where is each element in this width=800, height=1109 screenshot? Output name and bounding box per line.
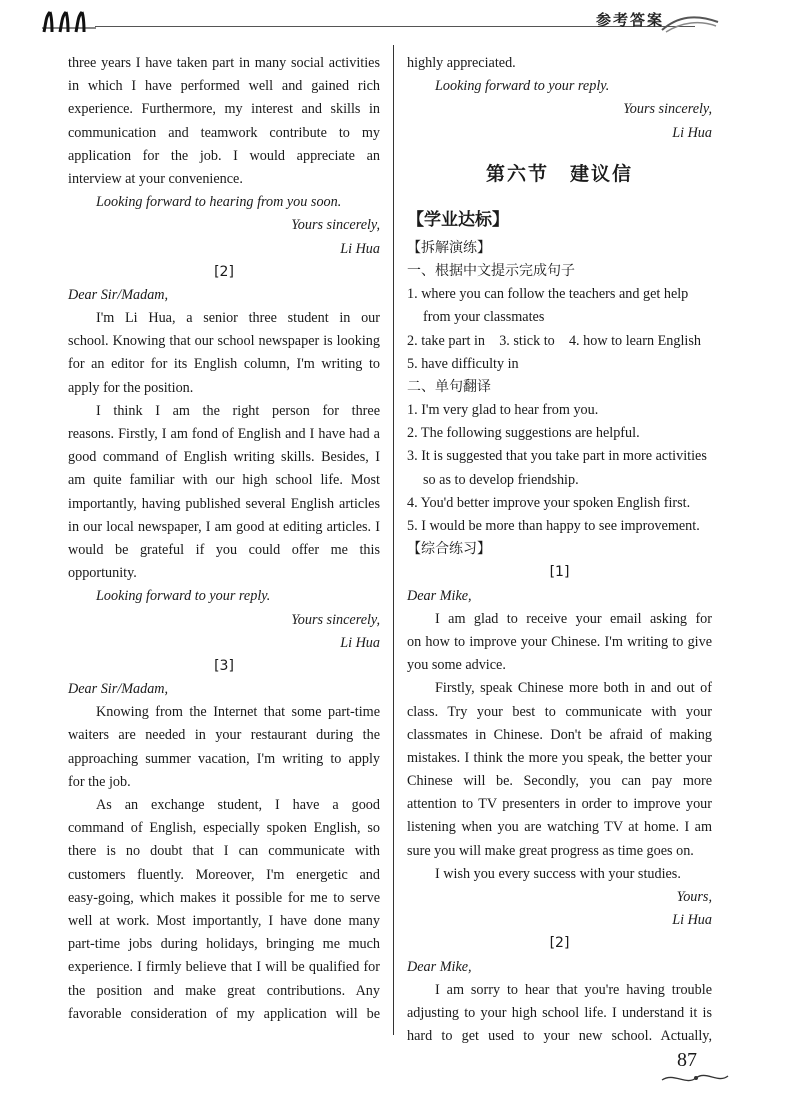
- answer-line: 4. You'd better improve your spoken English first.: [407, 494, 691, 511]
- greeting: Dear Mike,: [407, 587, 472, 604]
- text-line: hard to get used to your new school. Actually,: [407, 1028, 712, 1045]
- text-line: I think I am the right person for three: [96, 402, 380, 419]
- part-heading: 二、单句翻译: [407, 378, 491, 395]
- closing-line: Looking forward to your reply.: [96, 588, 271, 605]
- text-line: As an exchange student, I have a good: [96, 797, 380, 813]
- text-line: I'm Li Hua, a senior three student in our: [96, 310, 380, 327]
- subsection-heading: 【拆解演练】: [407, 239, 491, 256]
- page-number: 87: [677, 1049, 697, 1071]
- text-line: highly appreciated.: [407, 55, 516, 71]
- page-ornament-icon: [660, 1070, 730, 1088]
- column-divider: [393, 45, 394, 1035]
- text-line: communication and teamwork contribute to my: [68, 124, 380, 141]
- answer-line: 1. I'm very glad to hear from you.: [407, 402, 599, 419]
- text-line: part-time jobs during holidays, bringing me much: [68, 936, 380, 953]
- greeting: Dear Sir/Madam,: [68, 681, 169, 698]
- text-line: apply for the position.: [68, 379, 194, 396]
- answer-line: 5. I would be more than happy to see improvement.: [407, 518, 700, 534]
- text-line: opportunity.: [68, 565, 137, 582]
- item-number: [2]: [214, 263, 234, 280]
- subsection-heading: 【综合练习】: [407, 541, 491, 558]
- text-line: interview at your convenience.: [68, 170, 243, 187]
- answer-line: 3. It is suggested that you take part in more activities: [407, 448, 707, 465]
- text-line: on how to improve your Chinese. I'm writing to give: [407, 633, 712, 650]
- text-line: waiters are needed in your restaurant during the: [68, 727, 380, 744]
- text-line: am quite familiar with our high school life. Most: [68, 472, 380, 489]
- answer-line: 2. take part in 3. stick to 4. how to learn English: [407, 332, 701, 349]
- text-line: there is no doubt that I can communicate with: [68, 843, 380, 860]
- header-swoosh-icon: [660, 12, 720, 34]
- answer-line: 2. The following suggestions are helpful.: [407, 425, 640, 442]
- left-column: [68, 52, 380, 1026]
- signature-name: Li Hua: [672, 124, 712, 141]
- text-line: application for the job. I would appreciate an: [68, 147, 380, 164]
- text-line: I wish you every success with your studies.: [435, 865, 681, 882]
- answer-line: from your classmates: [423, 309, 545, 326]
- text-line: in which I have performed well and gained rich: [68, 78, 380, 95]
- part-heading: 一、根据中文提示完成句子: [407, 262, 575, 279]
- text-line: would be grateful if you could offer me this: [68, 541, 380, 558]
- text-line: school. Knowing that our school newspaper is looking: [68, 333, 380, 350]
- item-number: [3]: [214, 657, 234, 674]
- answer-line: so as to develop friendship.: [423, 471, 579, 488]
- greeting: Dear Mike,: [407, 958, 472, 975]
- text-line: reasons. Firstly, I am fond of English and I have had a: [68, 426, 380, 442]
- text-line: mistakes. I think the more you speak, the better your: [407, 749, 712, 766]
- text-line: classmates in Chinese. Don't be afraid of making: [407, 726, 712, 743]
- text-line: attention to TV presenters in order to improve your: [407, 796, 712, 813]
- right-column: [407, 52, 712, 1048]
- text-line: for an editor for its English column, I'm writing to: [68, 356, 380, 373]
- section-title: 第六节 建议信: [485, 162, 633, 185]
- text-line: sure you will make great progress as time goes on.: [407, 842, 694, 859]
- text-line: I am sorry to hear that you're having trouble: [435, 981, 712, 998]
- section-heading: 【学业达标】: [407, 209, 509, 230]
- text-line: approaching summer vacation, I'm writing to apply: [68, 750, 380, 767]
- signature-name: Li Hua: [340, 634, 380, 651]
- text-line: Knowing from the Internet that some part-time: [96, 704, 380, 721]
- text-line: favorable consideration of my application will be: [68, 1005, 380, 1022]
- text-line: Firstly, speak Chinese more both in and out of: [435, 680, 712, 697]
- signature-line: Yours sincerely,: [291, 611, 380, 628]
- text-line: class. Try your best to communicate with your: [407, 703, 712, 720]
- text-line: importantly, having published several English articles: [68, 495, 380, 512]
- text-line: I am glad to receive your email asking for: [435, 610, 712, 627]
- text-line: Chinese will be. Secondly, you can pay more: [407, 773, 712, 790]
- text-line: listening when you are watching TV at home. I am: [407, 819, 712, 836]
- text-line: for the job.: [68, 773, 131, 790]
- item-number: [1]: [549, 564, 570, 581]
- text-line: experience. I firmly believe that I will be qualified for: [68, 959, 380, 976]
- text-line: you some advice.: [407, 657, 506, 674]
- closing-line: Looking forward to your reply.: [435, 78, 610, 95]
- item-number: [2]: [549, 935, 570, 952]
- text-line: customers fluently. Moreover, I'm energetic and: [68, 866, 380, 883]
- text-line: command of English, especially spoken English, so: [68, 820, 380, 837]
- text-line: the position and make great contributions. Any: [68, 982, 380, 999]
- signature-line: Yours,: [676, 889, 712, 905]
- answer-line: 5. have difficulty in: [407, 355, 519, 372]
- closing-line: Looking forward to hearing from you soon.: [96, 194, 342, 211]
- text-line: experience. Furthermore, my interest and skills in: [68, 101, 380, 118]
- text-line: easy-going, which makes it possible for me to serve: [68, 889, 380, 906]
- signature-line: Yours sincerely,: [291, 217, 380, 234]
- signature-line: Yours sincerely,: [623, 101, 712, 118]
- text-line: well at work. Most importantly, I have done many: [68, 912, 380, 929]
- text-line: good command of English writing skills. Besides, I: [68, 449, 380, 466]
- signature-name: Li Hua: [672, 912, 712, 929]
- text-line: in our local newspaper, I am good at editing articles. I: [68, 518, 380, 535]
- text-line: adjusting to your high school life. I understand it is: [407, 1004, 712, 1021]
- header-ornament-icon: [40, 8, 100, 34]
- header-title: 参考答案: [596, 11, 665, 29]
- signature-name: Li Hua: [340, 240, 380, 257]
- text-line: three years I have taken part in many social activities: [68, 55, 380, 71]
- answer-line: 1. where you can follow the teachers and get help: [407, 286, 689, 303]
- greeting: Dear Sir/Madam,: [68, 286, 169, 303]
